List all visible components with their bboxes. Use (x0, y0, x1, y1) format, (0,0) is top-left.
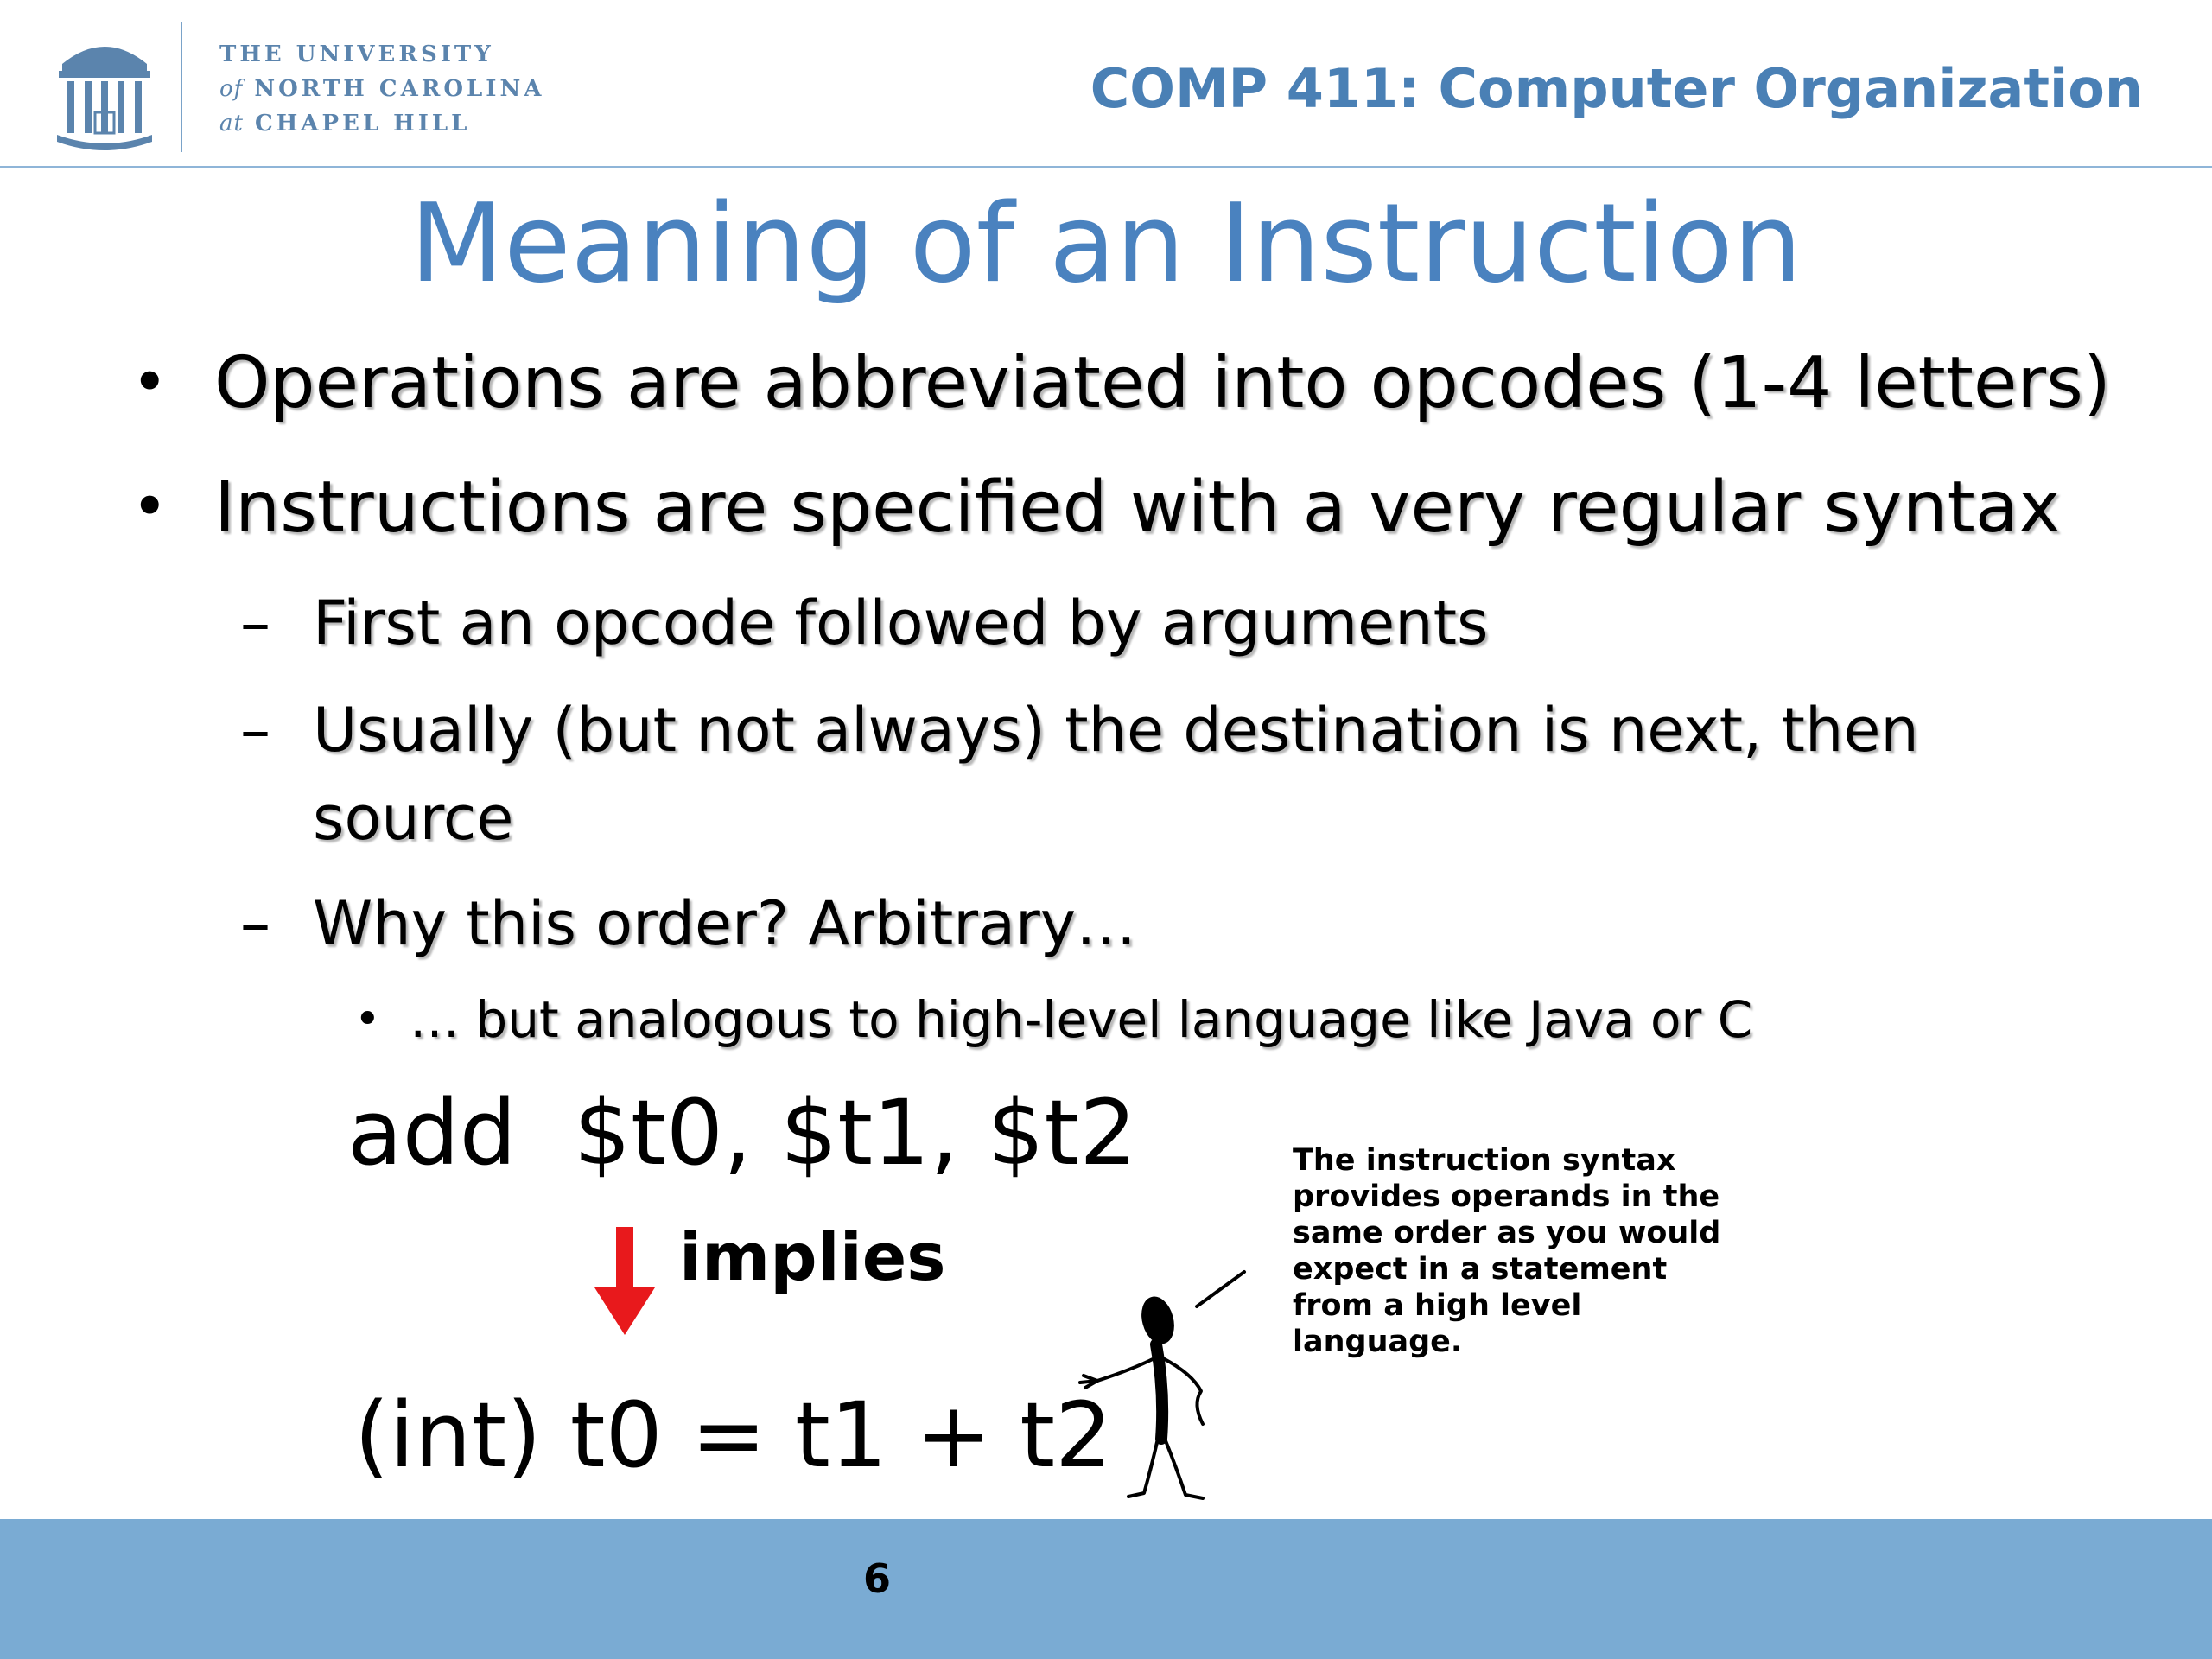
footer-bar (0, 1519, 2212, 1659)
slide-title: Meaning of an Instruction (410, 180, 1802, 307)
sub-bullet-3: Why this order? Arbitrary… (313, 888, 1137, 959)
course-title: COMP 411: Computer Organization (1090, 57, 2143, 120)
callout-note (1293, 1142, 1742, 1360)
callout-line: from a high level (1293, 1288, 1582, 1323)
sub-bullet-marker: – (240, 888, 270, 959)
callout-line: expect in a statement (1293, 1252, 1668, 1287)
sub-bullet-marker: – (240, 695, 270, 766)
bullet-1: Operations are abbreviated into opcodes (1-4 letters) (214, 342, 2111, 424)
callout-line: language. (1293, 1325, 1463, 1359)
assembly-code-line: add $t0, $t1, $t2 (347, 1080, 1137, 1185)
university-name-line-1: THE UNIVERSITY (219, 41, 494, 67)
sub-sub-bullet-marker: • (354, 994, 381, 1046)
university-name-line-2: of NORTH CAROLINA (219, 76, 545, 102)
stick-figure-pointing-icon (1071, 1262, 1253, 1512)
red-down-arrow-icon (594, 1227, 655, 1335)
callout-line: same order as you would (1293, 1216, 1721, 1250)
logo-divider (181, 22, 182, 152)
sub-bullet-2: Usually (but not always) the destination is next, then (313, 695, 1919, 766)
bullet-2: Instructions are specified with a very regular syntax (214, 467, 2061, 549)
callout-line: The instruction syntax (1293, 1143, 1676, 1178)
implies-label: implies (679, 1218, 946, 1295)
bullet-marker: • (131, 346, 168, 418)
page-number: 6 (862, 1555, 891, 1602)
sub-bullet-2-continued: source (313, 783, 514, 854)
high-level-equivalent-line: (int) t0 = t1 + t2 (354, 1382, 1113, 1488)
old-well-logo-icon (54, 29, 156, 150)
sub-sub-bullet-1: … but analogous to high-level language like Java or C (410, 990, 1753, 1049)
university-name-line-3: at CHAPEL HILL (219, 111, 471, 137)
sub-bullet-marker: – (240, 588, 270, 658)
sub-bullet-1: First an opcode followed by arguments (313, 588, 1489, 658)
callout-line: provides operands in the (1293, 1179, 1720, 1214)
bullet-marker: • (131, 470, 168, 543)
header-rule (0, 166, 2212, 168)
